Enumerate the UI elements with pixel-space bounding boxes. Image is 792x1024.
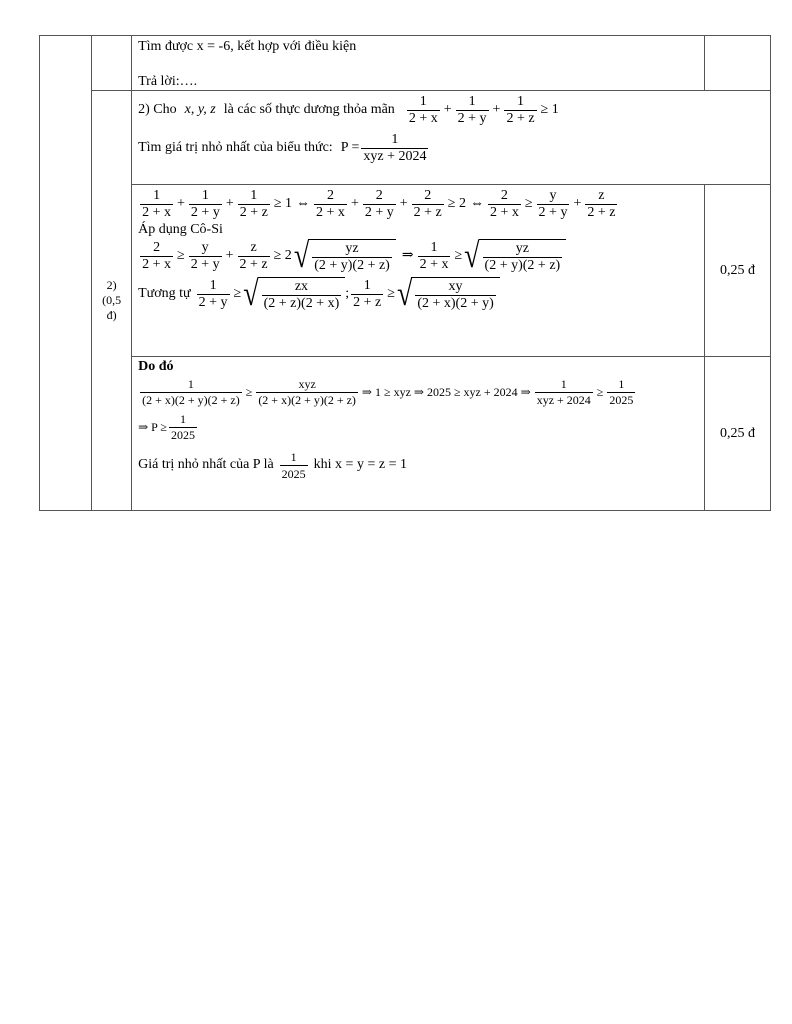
question-column-cell (40, 36, 92, 511)
step2-score: 0,25 đ (719, 425, 755, 441)
big-frac-xyz: $\frac{\text{xyz}}{(2 + x)(2 + y)(2 + z)}$ (258, 376, 356, 407)
row-problem (40, 91, 771, 185)
step2-p-line: ⇒ P ≥ $\frac{1}{2025}$ (138, 411, 195, 442)
cauchy-heading: Áp dụng Cô-Si (138, 222, 223, 237)
part-label-cell (92, 91, 132, 511)
row-step-1 (40, 185, 771, 357)
step2-chain-text: ⇒ 1 ≥ xyz ⇒ 2025 ≥ xyz + 2024 ⇒ (361, 385, 531, 400)
solution-table (39, 35, 771, 511)
step2-score-cell (704, 357, 770, 511)
previous-answer-line: Trả lời:…. (138, 73, 198, 89)
similar-line: Tương tự $\frac{1}{2 + y}$ ≥ √ $\frac{zx}{(2 + z)(2 + x)}$ ; $\frac{1}{2 + z}$ ≥ √ $\frac{xy}{(2 + x)(2 + y)}$ (138, 277, 698, 313)
sqrt-zx: √ $\frac{zx}{(2 + z)(2 + x)}$ (243, 277, 345, 313)
problem-find-text: Tìm giá trị nhỏ nhất của biểu thức: (138, 140, 333, 156)
step2-conclusion-line: Giá trị nhỏ nhất của P là $\frac{1}{2025}$ khi x = y = z = 1 (138, 449, 407, 481)
problem-statement-cell (132, 91, 771, 185)
cauchy-line: $\frac{2}{2 + x}$ ≥ $\frac{y}{2 + y}$ + $\frac{z}{2 + z}$ ≥ 2 √ $\frac{yz}{(2 + y)(2 + z)}$ ⇒ $\frac{1}{2 + x}$ ≥ √ $\frac{yz}{(2 + y)(2 + z)}$ (138, 239, 698, 275)
problem-vars: x, y, z (184, 102, 216, 118)
step2-title: Do đó (138, 359, 174, 374)
step2-cell (132, 357, 705, 511)
step1-score-cell (704, 185, 770, 357)
cond-frac-z: $\frac{1}{2 + z}$ (506, 94, 535, 126)
p-fraction: $\frac{1}{\text{xyz + 2024}}$ (363, 132, 427, 164)
problem-cond-text: là các số thực dương thỏa mãn (223, 102, 395, 118)
previous-line-1: Tìm được x = -6, kết hợp với điều kiện (138, 39, 357, 54)
step1-transform-line: $\frac{1}{2 + x}$ + $\frac{1}{2 + y}$ + $\frac{1}{2 + z}$ ≥ 1 ⇔ $\frac{2}{2 + x}$ + $\frac{2}{2 + y}$ + $\frac{2}{2 + z}$ ≥ 2 ⇔ $\frac{2}{2 + x}$ ≥ $\frac{y}{2 + y}$ + $\frac{z}{2 + z}$ (142, 188, 616, 220)
problem-intro: 2) Cho (138, 102, 177, 118)
problem-condition-line: 2) Cho x, y, z là các số thực dương thỏa mãn $\frac{1}{2 + x}$ + $\frac{1}{2 + y}$ + $\frac{1}{2 + z}$ ≥ 1 (138, 94, 559, 126)
cond-frac-y: $\frac{1}{2 + y}$ (457, 94, 487, 126)
part-label-line-3: đ) (106, 308, 117, 322)
cond-geq: ≥ 1 (540, 102, 559, 118)
part-label-line-1: 2) (106, 278, 117, 292)
cond-frac-x: $\frac{1}{2 + x}$ (408, 94, 438, 126)
sqrt-yz: √ $\frac{yz}{(2 + y)(2 + z)}$ (294, 239, 396, 275)
sqrt-yz-2: √ $\frac{yz}{(2 + y)(2 + z)}$ (464, 239, 566, 275)
step1-score: 0,25 đ (719, 262, 755, 278)
sqrt-xy: √ $\frac{xy}{(2 + x)(2 + y)}$ (397, 277, 500, 313)
row-step-2 (40, 357, 771, 511)
iff-symbol: ⇔ (296, 196, 311, 212)
step1-cell (132, 185, 705, 357)
row-previous-part (40, 36, 771, 91)
score-cell-empty (704, 36, 770, 91)
previous-solution-cell (132, 36, 705, 91)
p-equals: P = (340, 140, 360, 156)
step2-chain-line: $\frac{1}{(2 + x)(2 + y)(2 + z)}$ ≥ $\frac{\text{xyz}}{(2 + x)(2 + y)(2 + z)}$ ⇒ 1 ≥ xyz ⇒ 2025 ≥ xyz + 2024 ⇒ $\frac{1}{\text{xyz + 2024}}$ ≥ $\frac{1}{2025}$ (142, 376, 634, 407)
big-frac-1: $\frac{1}{(2 + x)(2 + y)(2 + z)}$ (142, 376, 240, 407)
part-label-line-2: (0,5 (102, 293, 122, 307)
part-cell-empty (92, 36, 132, 91)
problem-find-line (138, 132, 764, 165)
